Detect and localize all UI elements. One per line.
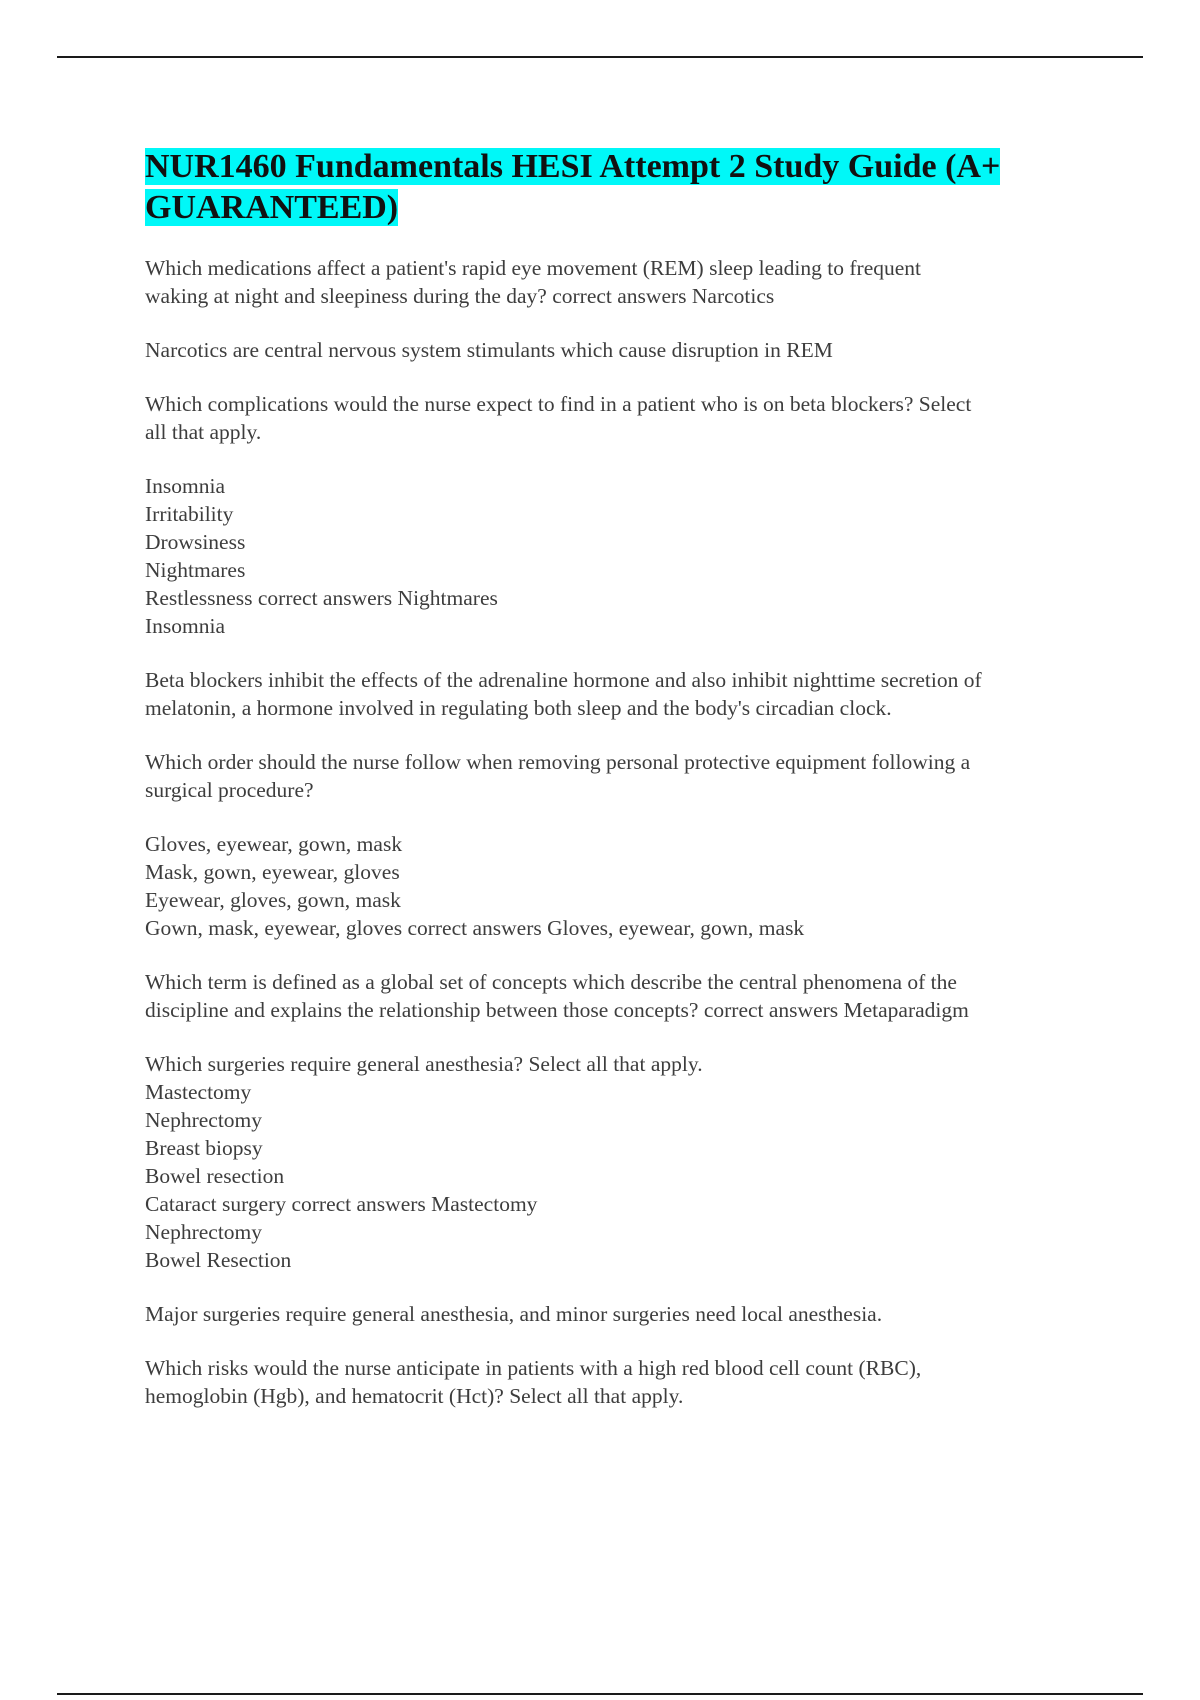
document-title bbox=[145, 146, 1095, 228]
list-item: Cataract surgery correct answers Mastectomy bbox=[145, 1192, 538, 1216]
paragraph-beta-blockers-question bbox=[145, 390, 1095, 446]
list-item: Bowel resection bbox=[145, 1164, 285, 1188]
list-item: Gloves, eyewear, gown, mask bbox=[145, 832, 403, 856]
list-item: Eyewear, gloves, gown, mask bbox=[145, 888, 401, 912]
paragraph-narcotics-explanation bbox=[145, 336, 1095, 364]
paragraph-rbc-question bbox=[145, 1354, 1095, 1410]
text-line: Beta blockers inhibit the effects of the adrenaline hormone and also inhibit nighttime secretion of bbox=[145, 668, 982, 692]
text-line: Which term is defined as a global set of concepts which describe the central phenomena of the bbox=[145, 970, 957, 994]
text-line: Which risks would the nurse anticipate in patients with a high red blood cell count (RBC), bbox=[145, 1356, 922, 1380]
list-item: Gown, mask, eyewear, gloves correct answers Gloves, eyewear, gown, mask bbox=[145, 916, 805, 940]
text-line: Which medications affect a patient's rapid eye movement (REM) sleep leading to frequent bbox=[145, 256, 922, 280]
text-line: Which complications would the nurse expect to find in a patient who is on beta blockers? Select bbox=[145, 392, 972, 416]
text-line: Which order should the nurse follow when removing personal protective equipment following a bbox=[145, 750, 971, 774]
paragraph-ppe-question bbox=[145, 748, 1095, 804]
list-item: Breast biopsy bbox=[145, 1136, 263, 1160]
text-line: Narcotics are central nervous system stimulants which cause disruption in REM bbox=[145, 338, 833, 362]
bottom-rule bbox=[57, 1693, 1143, 1695]
list-item: Bowel Resection bbox=[145, 1248, 292, 1272]
answer-list-beta-blockers bbox=[145, 472, 1095, 640]
list-item: Restlessness correct answers Nightmares bbox=[145, 586, 498, 610]
paragraph-anesthesia-explanation bbox=[145, 1300, 1095, 1328]
list-item: Insomnia bbox=[145, 474, 226, 498]
list-item: Nephrectomy bbox=[145, 1108, 263, 1132]
text-line: hemoglobin (Hgb), and hematocrit (Hct)? Select all that apply. bbox=[145, 1384, 684, 1408]
paragraph-beta-blockers-explanation bbox=[145, 666, 1095, 722]
text-line: all that apply. bbox=[145, 420, 262, 444]
text-line: discipline and explains the relationship between those concepts? correct answers Metaparadigm bbox=[145, 998, 969, 1022]
title-highlight: NUR1460 Fundamentals HESI Attempt 2 Study Guide (A+ GUARANTEED) bbox=[145, 148, 1001, 226]
document-body bbox=[145, 146, 1095, 1436]
list-item: Insomnia bbox=[145, 614, 226, 638]
list-item: Irritability bbox=[145, 502, 234, 526]
paragraph-rem-question bbox=[145, 254, 1095, 310]
list-item: Nightmares bbox=[145, 558, 246, 582]
list-item: Mastectomy bbox=[145, 1080, 252, 1104]
top-rule bbox=[57, 56, 1143, 58]
list-item: Mask, gown, eyewear, gloves bbox=[145, 860, 400, 884]
paragraph-anesthesia-question bbox=[145, 1050, 1095, 1274]
paragraph-metaparadigm-question bbox=[145, 968, 1095, 1024]
text-line: Which surgeries require general anesthesia? Select all that apply. bbox=[145, 1052, 703, 1076]
text-line: waking at night and sleepiness during the day? correct answers Narcotics bbox=[145, 284, 775, 308]
list-item: Nephrectomy bbox=[145, 1220, 263, 1244]
text-line: Major surgeries require general anesthesia, and minor surgeries need local anesthesia. bbox=[145, 1302, 883, 1326]
list-item: Drowsiness bbox=[145, 530, 246, 554]
text-line: surgical procedure? bbox=[145, 778, 314, 802]
text-line: melatonin, a hormone involved in regulating both sleep and the body's circadian clock. bbox=[145, 696, 892, 720]
answer-list-ppe bbox=[145, 830, 1095, 942]
